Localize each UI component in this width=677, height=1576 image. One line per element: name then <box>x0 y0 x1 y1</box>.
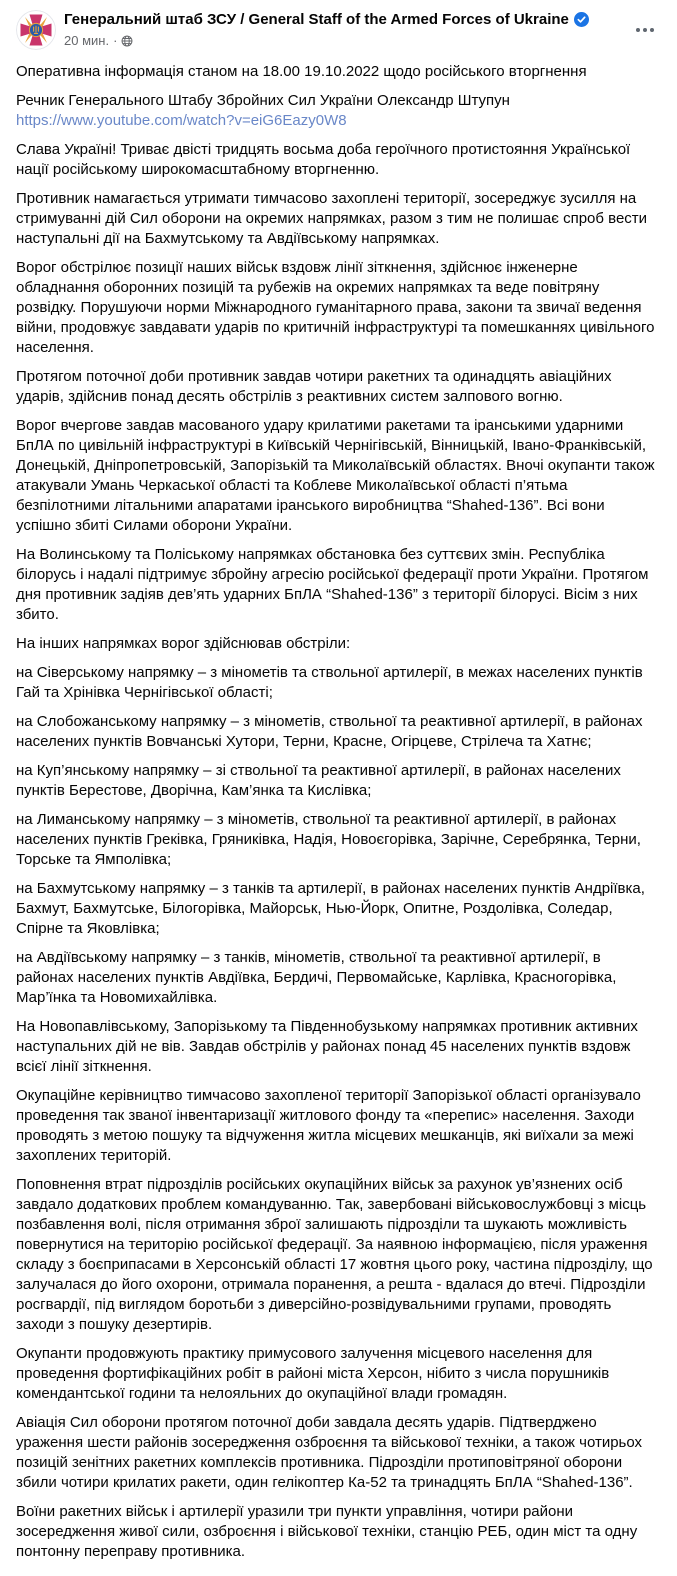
post-paragraph: Протягом поточної доби противник завдав чотири ракетних та одинадцять авіаційних ударів, здійснив понад десять обстрілів з реактивних систем залпового вогню. <box>16 368 612 405</box>
header-text <box>64 10 629 49</box>
post-paragraph: На Новопавлівському, Запорізькому та Південнобузькому напрямках противник активних наступальних дій не вів. Завдав обстрілів у районах понад 45 населених пунктів вздовж всієї лінії зіткнення. <box>16 1018 638 1075</box>
post-paragraph: на Слобожанському напрямку – з мінометів, ствольної та реактивної артилерії, в районах населених пунктів Вовчанські Хутори, Терни, Красне, Огірцеве, Стрілеча та Хатнє; <box>16 713 643 750</box>
ellipsis-icon <box>636 28 654 32</box>
post-paragraph: Авіація Сил оборони протягом поточної доби завдала десять ударів. Підтверджено ураження шести районів зосередження озброєння та військової техніки, а також чотирьох позицій зенітних ракетних комплексів противника. Підрозділи протиповітряної оборони збили чотири крилатих ракети, один гелікоптер Ка-52 та тринадцять БпЛА “Shahed-136”. <box>16 1414 643 1491</box>
avatar[interactable] <box>16 10 56 50</box>
post-paragraph: Окупанти продовжують практику примусового залучення місцевого населення для проведення фортифікаційних робіт в районі міста Херсон, нібито з числа порушників комендантської години та нелояльних до окупаційної влади громадян. <box>16 1345 610 1402</box>
post-text <box>0 54 677 1576</box>
general-staff-emblem-icon <box>16 10 56 50</box>
post-paragraph: Противник намагається утримати тимчасово захоплені території, зосереджує зусилля на стримуванні дій Сил оборони на окремих напрямках, разом з тим не полишає спроб вести наступальні дії на Бахмутському та Авдіївському напрямках. <box>16 190 648 247</box>
youtube-link[interactable]: https://www.youtube.com/watch?v=eiG6Eazy0W8 <box>16 112 347 129</box>
post-options-button[interactable] <box>629 16 661 44</box>
verified-badge-icon <box>574 12 589 27</box>
globe-icon <box>121 35 133 47</box>
post-paragraph: Оперативна інформація станом на 18.00 19.10.2022 щодо російського вторгнення <box>16 63 587 80</box>
post-paragraph: Речник Генерального Штабу Збройних Сил України Олександр Штупун <box>16 92 510 109</box>
post-paragraph: Поповнення втрат підрозділів російських окупаційних військ за рахунок ув’язнених осіб завдало додаткових проблем командуванню. Так, завербовані військовослужбовці з місць позбавлення волі, після отримання зброї залишають підрозділи та шукають можливість повернутися на територію російської федерації. За наявною інформацією, після ураження складу з боєприпасами в Херсонській області 17 жовтня цього року, частина підрозділу, що залучалася до його охорони, отримала поранення, а решта - вдалася до втечі. Підрозділи росгвардії, під виглядом боротьби з диверсійно-розвідувальними групами, проводять заходи з пошуку дезертирів. <box>16 1176 653 1333</box>
post-paragraph: на Бахмутському напрямку – з танків та артилерії, в районах населених пунктів Андріївка, Бахмут, Бахмутське, Білогорівка, Майорськ, Нью-Йорк, Опитне, Роздолівка, Соледар, Спірне та Яковлівка; <box>16 880 645 937</box>
post-paragraph: на Авдіївському напрямку – з танків, мінометів, ствольної та реактивної артилерії, в районах населених пунктів Авдіївка, Бердичі, Первомайське, Карлівка, Красногорівка, Мар’їнка та Новомихайлівка. <box>16 949 617 1006</box>
meta-separator: · <box>113 33 118 48</box>
post-paragraph: Ворог вчергове завдав масованого удару крилатими ракетами та іранськими ударними БпЛА по цивільній інфраструктурі в Київській Чернігівській, Вінницькій, Івано-Франківській, Донецькій, Дніпропетровській, Запорізькій та Миколаївській областях. Вночі окупанти також атакували Умань Черкаської області та Коблеве Миколаївської області п’ятьма безпілотними літальними апаратами іранського виробництва “Shahed-136”. Всі вони успішно збиті Силами оборони України. <box>16 417 655 534</box>
post-paragraph: Ворог обстрілює позиції наших військ вздовж лінії зіткнення, здійснює інженерне обладнання оборонних позицій та рубежів на окремих напрямках та веде повітряну розвідку. Порушуючи норми Міжнародного гуманітарного права, закони та звичаї ведення війни, продовжує завдавати ударів по критичній інфраструктурі та помешканнях цивільного населення. <box>16 259 655 356</box>
post-paragraph: Воїни ракетних військ і артилерії уразили три пункти управління, чотири райони зосередження живої сили, озброєння і військової техніки, станцію РЕБ, один міст та одну понтонну переправу противника. <box>16 1503 638 1560</box>
post-paragraph: на Сіверському напрямку – з мінометів та ствольної артилерії, в межах населених пунктів Гай та Хрінівка Чернігівської області; <box>16 664 643 701</box>
post-timestamp[interactable]: 20 мин. <box>64 33 110 48</box>
post-paragraph: на Куп’янському напрямку – зі ствольної та реактивної артилерії, в районах населених пунктів Берестове, Дворічна, Кам’янка та Кислівка; <box>16 762 621 799</box>
page-name[interactable]: Генеральний штаб ЗСУ / General Staff of the Armed Forces of Ukraine <box>64 11 569 28</box>
post-paragraph: Окупаційне керівництво тимчасово захопленої території Запорізької області організувало проведення так званої інвентаризації житлового фонду та «перепис» населення. Заходи проводять з метою пошуку та відчуження житла місцевих мешканців, які виїхали за межі захоплених територій. <box>16 1087 641 1164</box>
post-header <box>0 0 677 54</box>
post-paragraph: Слава Україні! Триває двісті тридцять восьма доба героїчного протистояння Української нації російському широкомасштабному вторгненню. <box>16 141 631 178</box>
post-paragraph: на Лиманському напрямку – з мінометів, ствольної та реактивної артилерії, в районах населених пунктів Греківка, Гряниківка, Надія, Новоєгорівка, Зарічне, Серебрянка, Терни, Торське та Ямполівка; <box>16 811 641 868</box>
post-paragraph: На інших напрямках ворог здійснював обстріли: <box>16 635 351 652</box>
post-paragraph: На Волинському та Поліському напрямках обстановка без суттєвих змін. Республіка білорусь і надалі підтримує збройну агресію російської федерації проти України. Протягом дня противник задіяв дев’ять ударних БпЛА “Shahed-136” з території білорусі. Вісім з них збито. <box>16 546 649 623</box>
